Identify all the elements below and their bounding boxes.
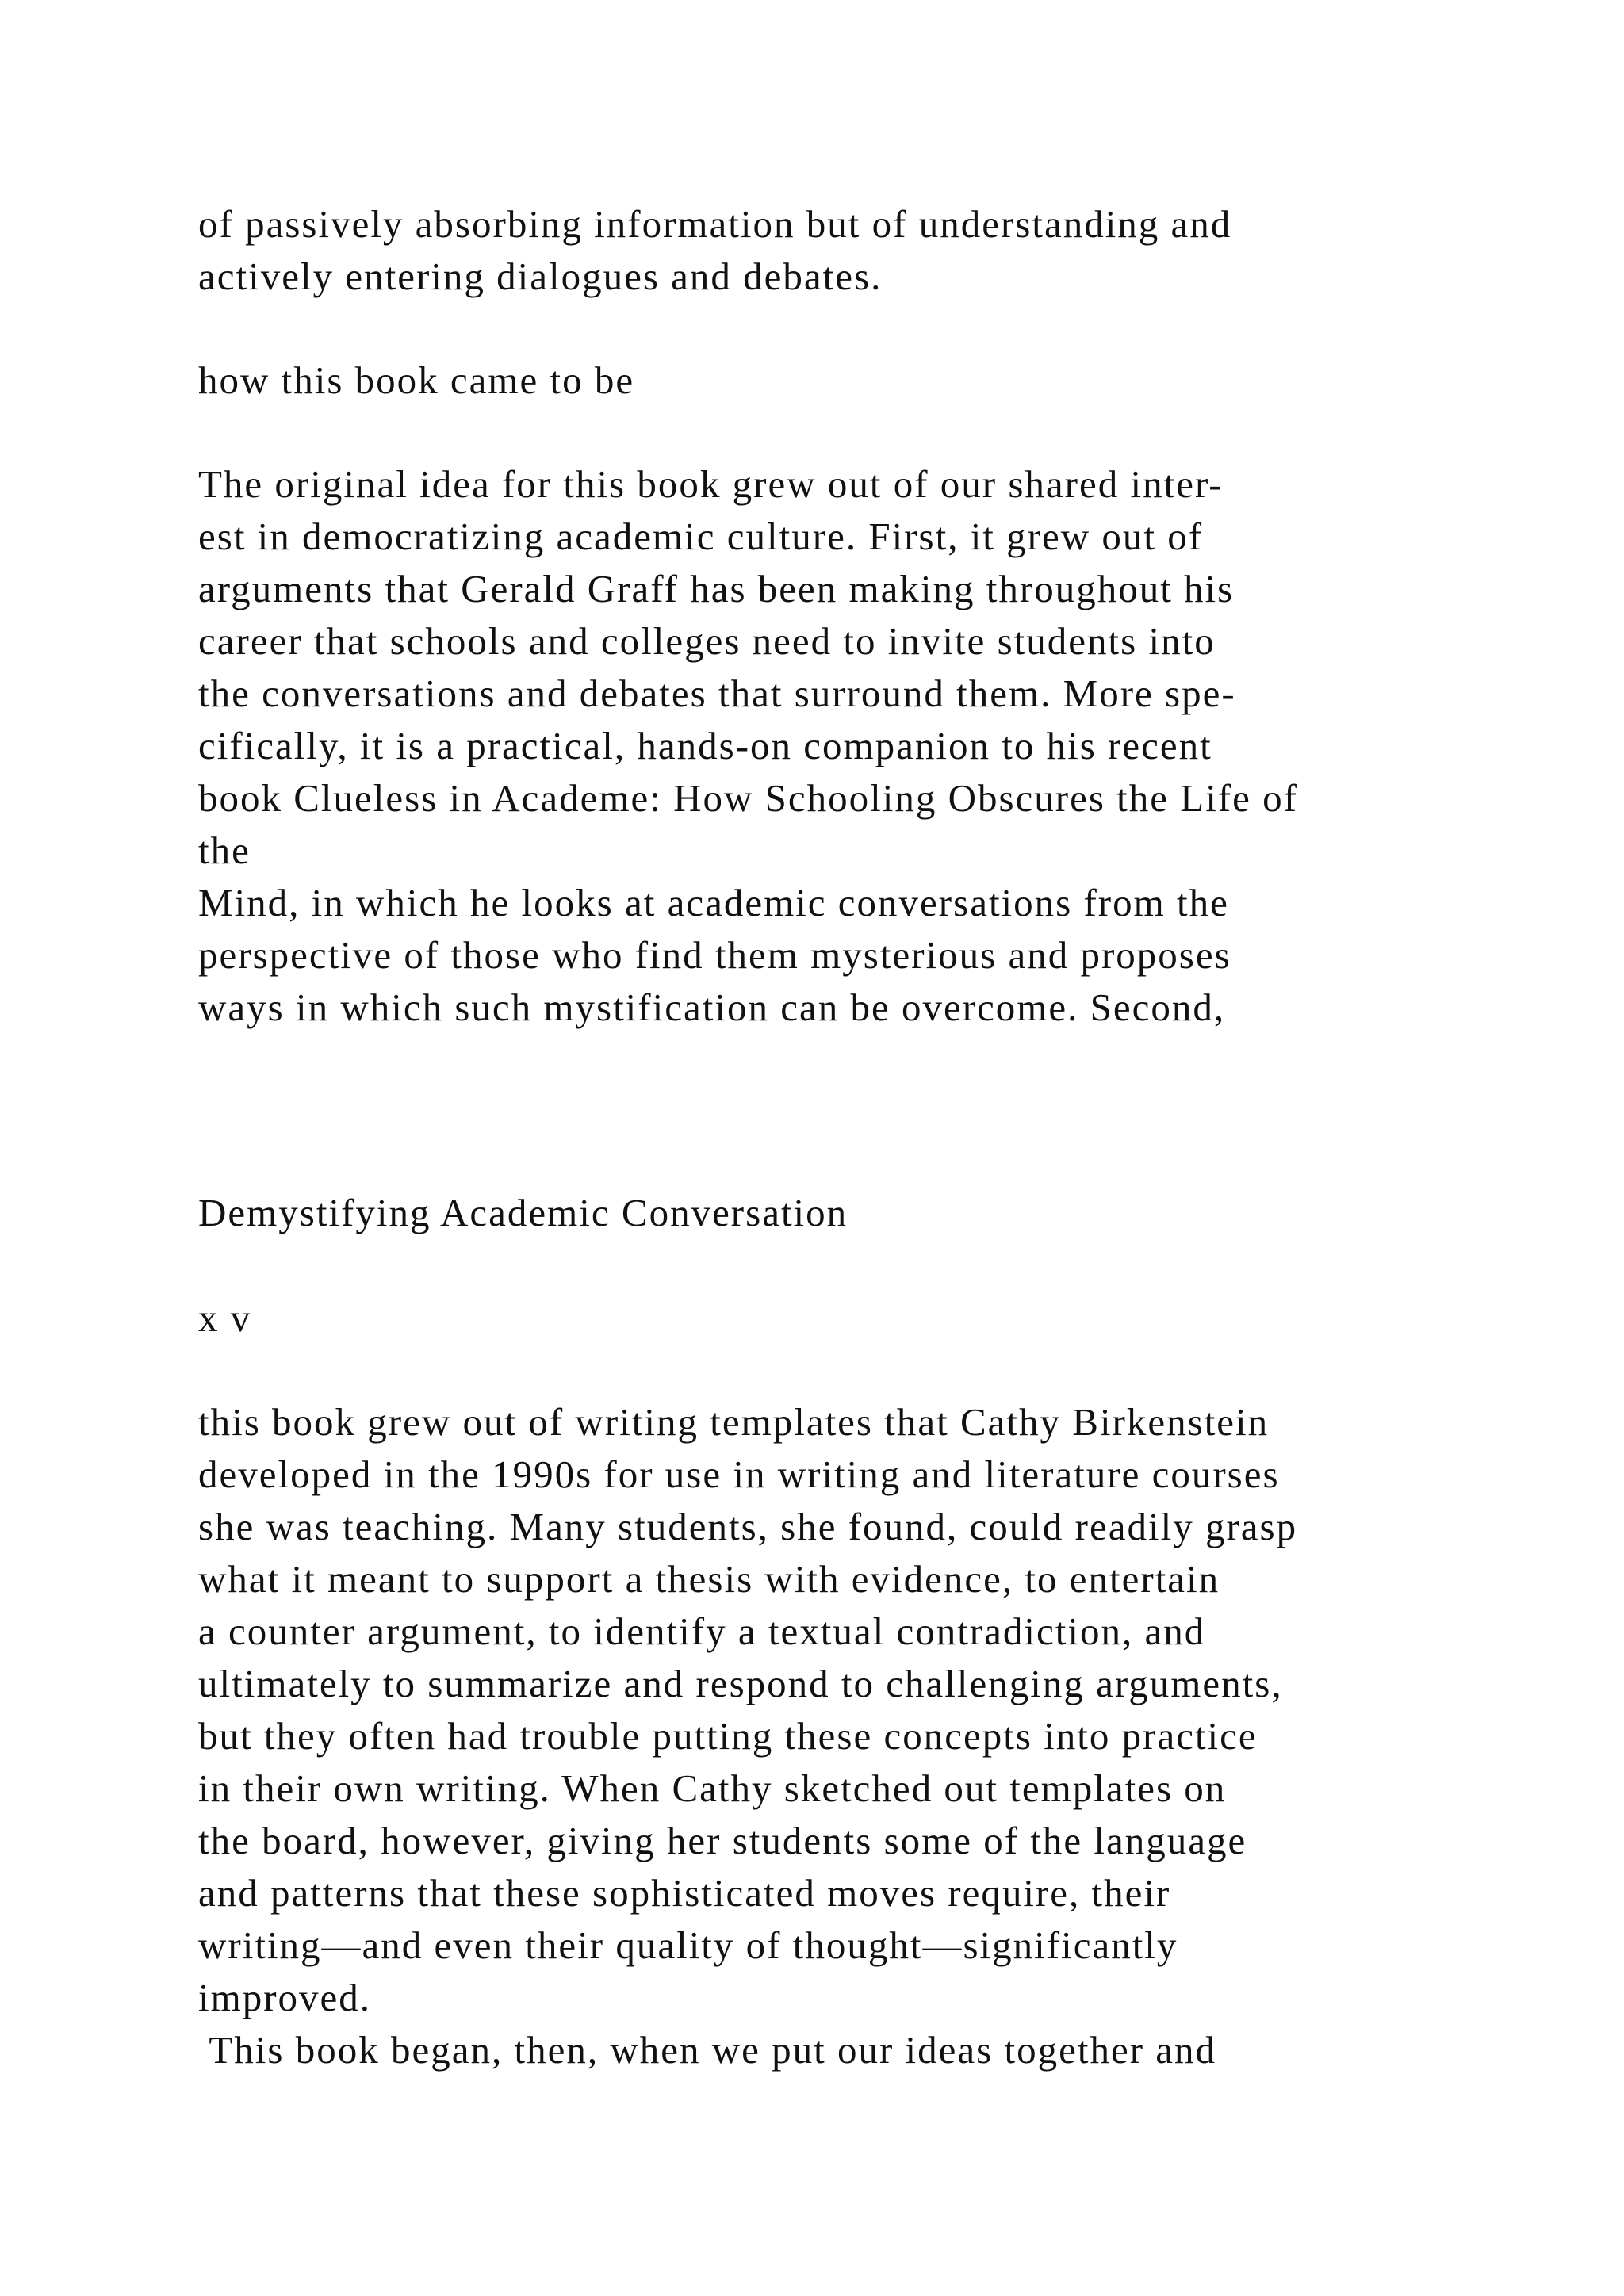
text-line: what it meant to support a thesis with evidence, to entertain (198, 1557, 1220, 1601)
text-line: perspective of those who find them mysterious and proposes (198, 933, 1231, 977)
text-line: developed in the 1990s for use in writing and literature courses (198, 1452, 1280, 1496)
text-line: cifically, it is a practical, hands-on companion to his recent (198, 724, 1212, 767)
text-line: of passively absorbing information but of understanding and (198, 202, 1232, 246)
text-line: the conversations and debates that surround them. More spe- (198, 672, 1236, 715)
paragraph-intro (198, 198, 1594, 303)
text-line: The original idea for this book grew out of our shared inter- (198, 462, 1224, 506)
text-line: improved. (198, 1976, 372, 2019)
running-header (198, 1187, 1594, 1239)
paragraph-templates (198, 1396, 1594, 2076)
text-line: Mind, in which he looks at academic conversations from the (198, 881, 1229, 924)
text-line: ways in which such mystification can be overcome. Second, (198, 985, 1226, 1029)
running-header-text: Demystifying Academic Conversation (198, 1191, 848, 1234)
section-heading-text: how this book came to be (198, 358, 635, 402)
text-line: career that schools and colleges need to invite students into (198, 619, 1216, 663)
page-number-text: x v (198, 1296, 252, 1340)
text-line: est in democratizing academic culture. First, it grew out of (198, 515, 1204, 558)
text-line: and patterns that these sophisticated moves require, their (198, 1871, 1171, 1915)
text-line: actively entering dialogues and debates. (198, 254, 883, 298)
page-number (198, 1292, 1594, 1345)
section-heading (198, 354, 1594, 407)
text-line: arguments that Gerald Graff has been making throughout his (198, 567, 1235, 610)
text-line: she was teaching. Many students, she found, could readily grasp (198, 1505, 1298, 1548)
text-line: the (198, 828, 251, 872)
paragraph-origin (198, 458, 1594, 1034)
text-line: This book began, then, when we put our ideas together and (198, 2028, 1217, 2072)
text-line: book Clueless in Academe: How Schooling Obscures the Life of (198, 776, 1298, 820)
text-line: this book grew out of writing templates that Cathy Birkenstein (198, 1400, 1270, 1444)
text-line: a counter argument, to identify a textual contradiction, and (198, 1609, 1206, 1653)
text-line: in their own writing. When Cathy sketched out templates on (198, 1766, 1227, 1810)
text-line: the board, however, giving her students some of the language (198, 1819, 1247, 1862)
text-line: ultimately to summarize and respond to challenging arguments, (198, 1662, 1283, 1705)
text-line: but they often had trouble putting these concepts into practice (198, 1714, 1258, 1758)
text-line: writing—and even their quality of thought—significantly (198, 1923, 1178, 1967)
